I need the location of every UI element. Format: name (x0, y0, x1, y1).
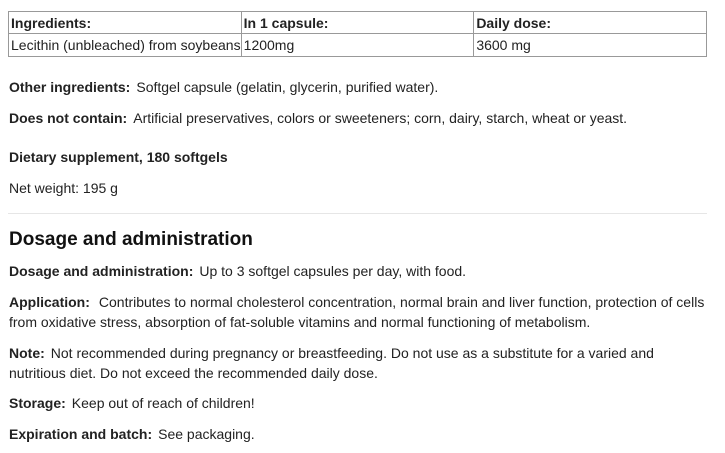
header-ingredients: Ingredients: (9, 12, 242, 34)
expiration-text: See packaging. (158, 426, 255, 442)
cell-daily-dose: 3600 mg (474, 34, 707, 57)
cell-per-capsule: 1200mg (241, 34, 474, 57)
storage (9, 393, 255, 413)
storage-text: Keep out of reach of children! (71, 395, 255, 411)
does-not-contain (9, 108, 627, 128)
note (9, 343, 714, 383)
supplement-line: Dietary supplement, 180 softgels (9, 149, 228, 165)
table-header-row (9, 12, 707, 34)
header-daily-dose: Daily dose: (474, 12, 707, 34)
header-in-1-capsule: In 1 capsule: (241, 12, 474, 34)
note-label: Note: (9, 345, 45, 361)
application-label: Application: (9, 294, 90, 310)
section-heading: Dosage and administration (9, 229, 253, 250)
storage-label: Storage: (9, 395, 66, 411)
table-row (9, 34, 707, 57)
dosage-label: Dosage and administration: (9, 263, 194, 279)
expiration-label: Expiration and batch: (9, 426, 153, 442)
other-ingredients-label: Other ingredients: (9, 79, 131, 95)
application-text: Contributes to normal cholesterol concentration, normal brain and liver function, protection of cells from oxidative stress, absorption of fat-soluble vitamins and normal functioning of metabolism. (9, 294, 705, 330)
dosage-text: Up to 3 softgel capsules per day, with food. (199, 263, 467, 279)
other-ingredients-text: Softgel capsule (gelatin, glycerin, purified water). (136, 79, 439, 95)
dosage (9, 261, 466, 281)
application (9, 292, 714, 332)
expiration (9, 424, 255, 444)
note-text: Not recommended during pregnancy or breastfeeding. Do not use as a substitute for a varied and nutritious diet. Do not exceed the recommended daily dose. (9, 345, 654, 381)
cell-ingredient: Lecithin (unbleached) from soybeans (9, 34, 242, 57)
does-not-contain-label: Does not contain: (9, 110, 128, 126)
section-divider (8, 213, 707, 214)
other-ingredients (9, 77, 438, 97)
net-weight: Net weight: 195 g (9, 180, 118, 196)
does-not-contain-text: Artificial preservatives, colors or sweeteners; corn, dairy, starch, wheat or yeast. (133, 110, 628, 126)
ingredients-table (8, 11, 707, 57)
